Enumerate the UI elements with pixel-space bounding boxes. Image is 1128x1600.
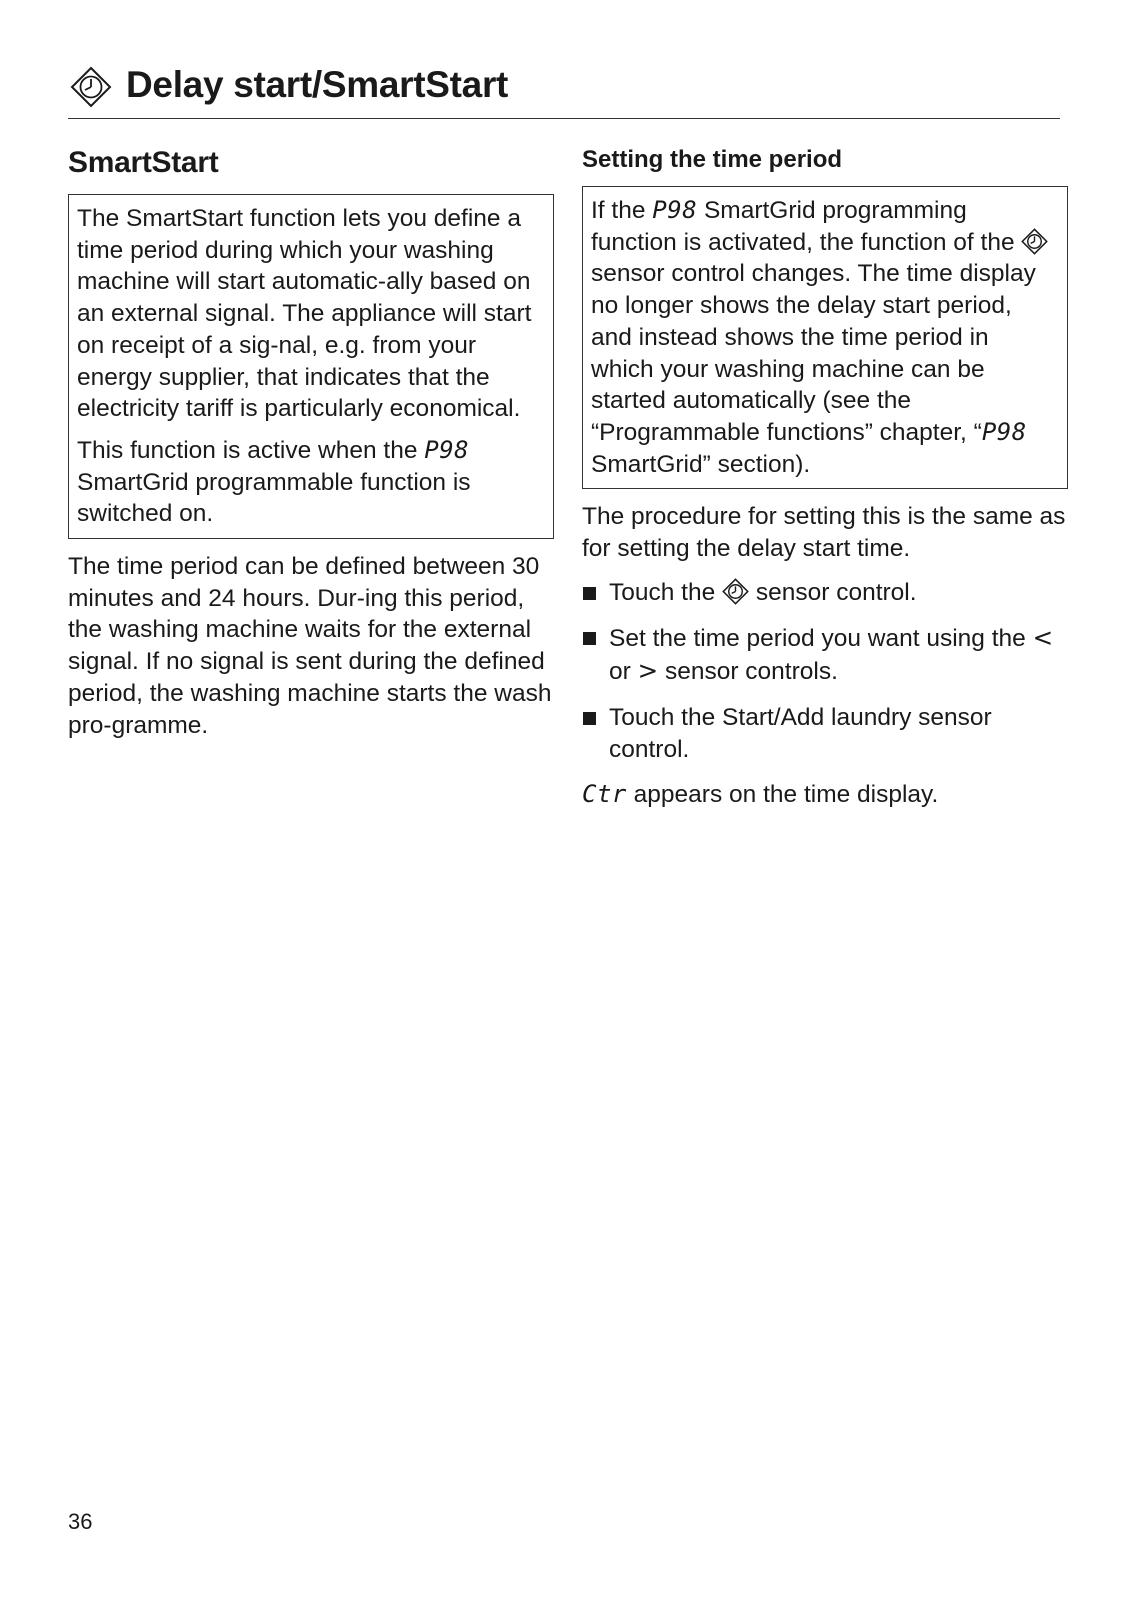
page-title: Delay start/SmartStart — [126, 64, 509, 105]
smartgrid-info-box — [582, 186, 1068, 489]
smartstart-section — [68, 146, 554, 741]
chevron-right-icon: > — [637, 656, 659, 686]
smartstart-info-box — [68, 194, 554, 539]
ctr-display-code: Ctr — [582, 780, 627, 809]
smartstart-activation-note: This function is active when the P98 SmartGrid programmable function is switched on. — [77, 435, 471, 528]
smartstart-heading: SmartStart — [68, 146, 219, 179]
page-header — [68, 62, 1060, 119]
step-touch-start: Touch the Start/Add laundry sensor control. — [582, 702, 1068, 765]
display-result-note: Ctr appears on the time display. — [582, 780, 939, 809]
delay-start-clock-icon — [722, 578, 749, 605]
p98-display-code: P98 — [981, 417, 1027, 446]
delay-start-clock-icon — [70, 66, 112, 108]
procedure-paragraph: The procedure for setting this is the same as for setting the delay start time. — [582, 503, 1066, 563]
setting-time-period-heading: Setting the time period — [582, 146, 843, 173]
p98-display-code: P98 — [424, 435, 470, 464]
step-set-time-period: Set the time period you want using the < or > sensor controls. — [582, 622, 1068, 687]
step-touch-delay-start: Touch the sensor control. — [582, 577, 1068, 609]
page-number: 36 — [68, 1509, 93, 1534]
p98-display-code: P98 — [652, 196, 698, 224]
setting-time-period-section — [582, 146, 1068, 811]
smartstart-description: The SmartStart function lets you define a time period during which your washing machine will start automatic-ally based on an external signal. The appliance will start on receipt of a sig-nal, e.g. from your energy supplier, that indicates that the electricity tariff is particularly economical. — [77, 205, 532, 423]
smartgrid-description: If the P98 SmartGrid programming function is activated, the function of the sensor control changes. The time display no longer shows the delay start period, and instead shows the time period in which your washing machine can be started automatically (see the “Programmable functions” chapter, “P98 SmartGrid” section). — [591, 195, 1057, 480]
chevron-left-icon: < — [1032, 623, 1054, 653]
step-list — [582, 577, 1068, 766]
time-period-paragraph: The time period can be defined between 30 minutes and 24 hours. Dur-ing this period, the washing machine waits for the external signal. If no signal is sent during the defined period, the washing machine starts the wash pro-gramme. — [68, 553, 552, 739]
delay-start-clock-icon — [1021, 228, 1048, 255]
